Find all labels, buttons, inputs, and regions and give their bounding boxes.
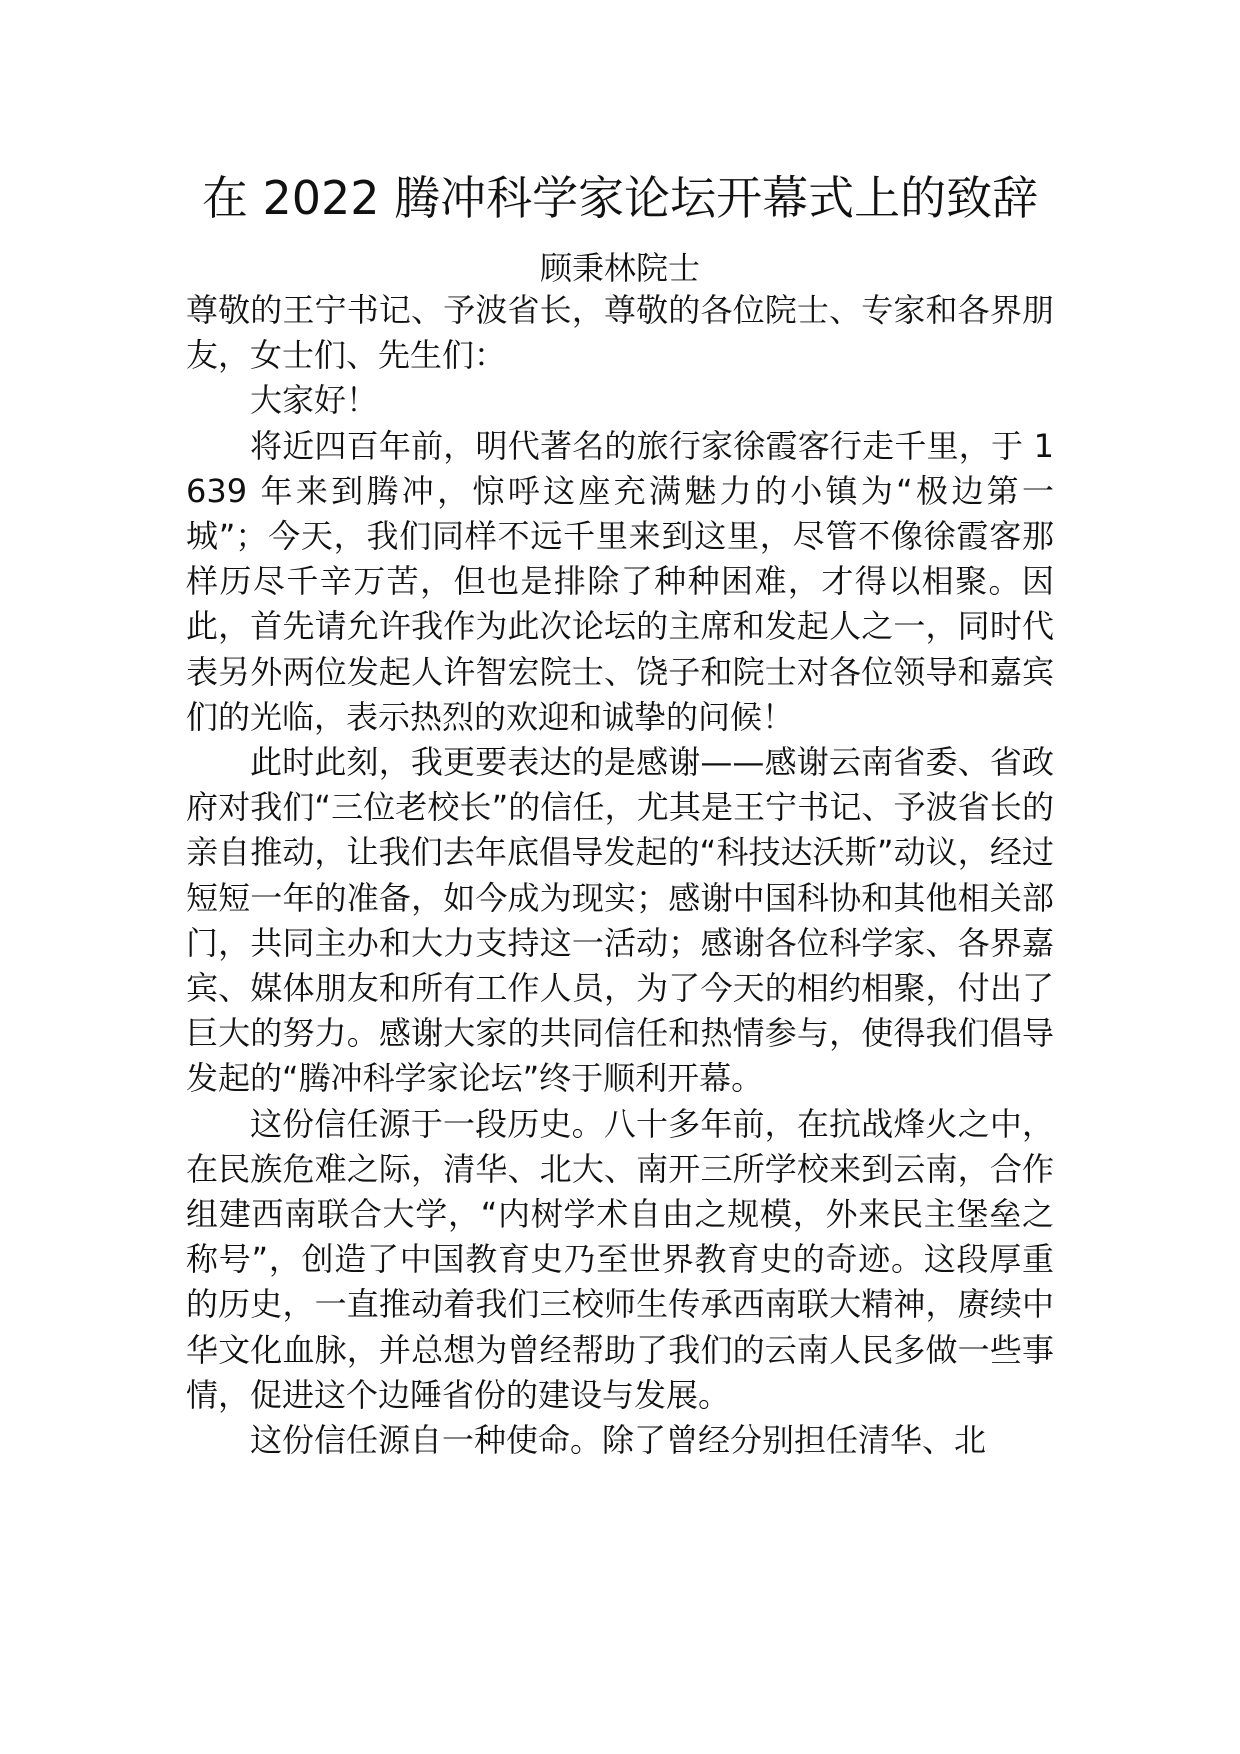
body-paragraph: 将近四百年前，明代著名的旅行家徐霞客行走千里，于 1639 年来到腾冲，惊呼这座充满魅力的小镇为“极边第一城”；今天，我们同样不远千里来到这里，尽管不像徐霞客那样历尽千辛万苦，但也是排除了种种困难，才得以相聚。因此，首先请允许我作为此次论坛的主席和发起人之一，同时代表另外两位发起人许智宏院士、饶子和院士对各位领导和嘉宾们的光临，表示热烈的欢迎和诚挚的问候！ bbox=[186, 426, 1054, 736]
document-author: 顾秉林院士 bbox=[539, 249, 700, 287]
document-title: 在 2022 腾冲科学家论坛开幕式上的致辞 bbox=[201, 171, 1039, 225]
greeting-paragraph: 大家好！ bbox=[250, 381, 379, 420]
salutation-paragraph: 尊敬的王宁书记、予波省长，尊敬的各位院士、专家和各界朋友，女士们、先生们： bbox=[186, 291, 1054, 375]
body-paragraph: 这份信任源自一种使命。除了曾经分别担任清华、北 bbox=[250, 1421, 987, 1460]
body-paragraph: 这份信任源于一段历史。八十多年前，在抗战烽火之中，在民族危难之际，清华、北大、南开三所学校来到云南，合作组建西南联合大学，“内树学术自由之规模，外来民主堡垒之称号”，创造了中国教育史乃至世界教育史的奇迹。这段厚重的历史，一直推动着我们三校师生传承西南联大精神，赓续中华文化血脉，并总想为曾经帮助了我们的云南人民多做一些事情，促进这个边陲省份的建设与发展。 bbox=[186, 1104, 1054, 1414]
body-paragraph: 此时此刻，我更要表达的是感谢——感谢云南省委、省政府对我们“三位老校长”的信任，尤其是王宁书记、予波省长的亲自推动，让我们去年底倡导发起的“科技达沃斯”动议，经过短短一年的准备，如今成为现实；感谢中国科协和其他相关部门，共同主办和大力支持这一活动；感谢各位科学家、各界嘉宾、媒体朋友和所有工作人员，为了今天的相约相聚，付出了巨大的努力。感谢大家的共同信任和热情参与，使得我们倡导发起的“腾冲科学家论坛”终于顺利开幕。 bbox=[186, 743, 1054, 1098]
document-body bbox=[186, 288, 1054, 1463]
